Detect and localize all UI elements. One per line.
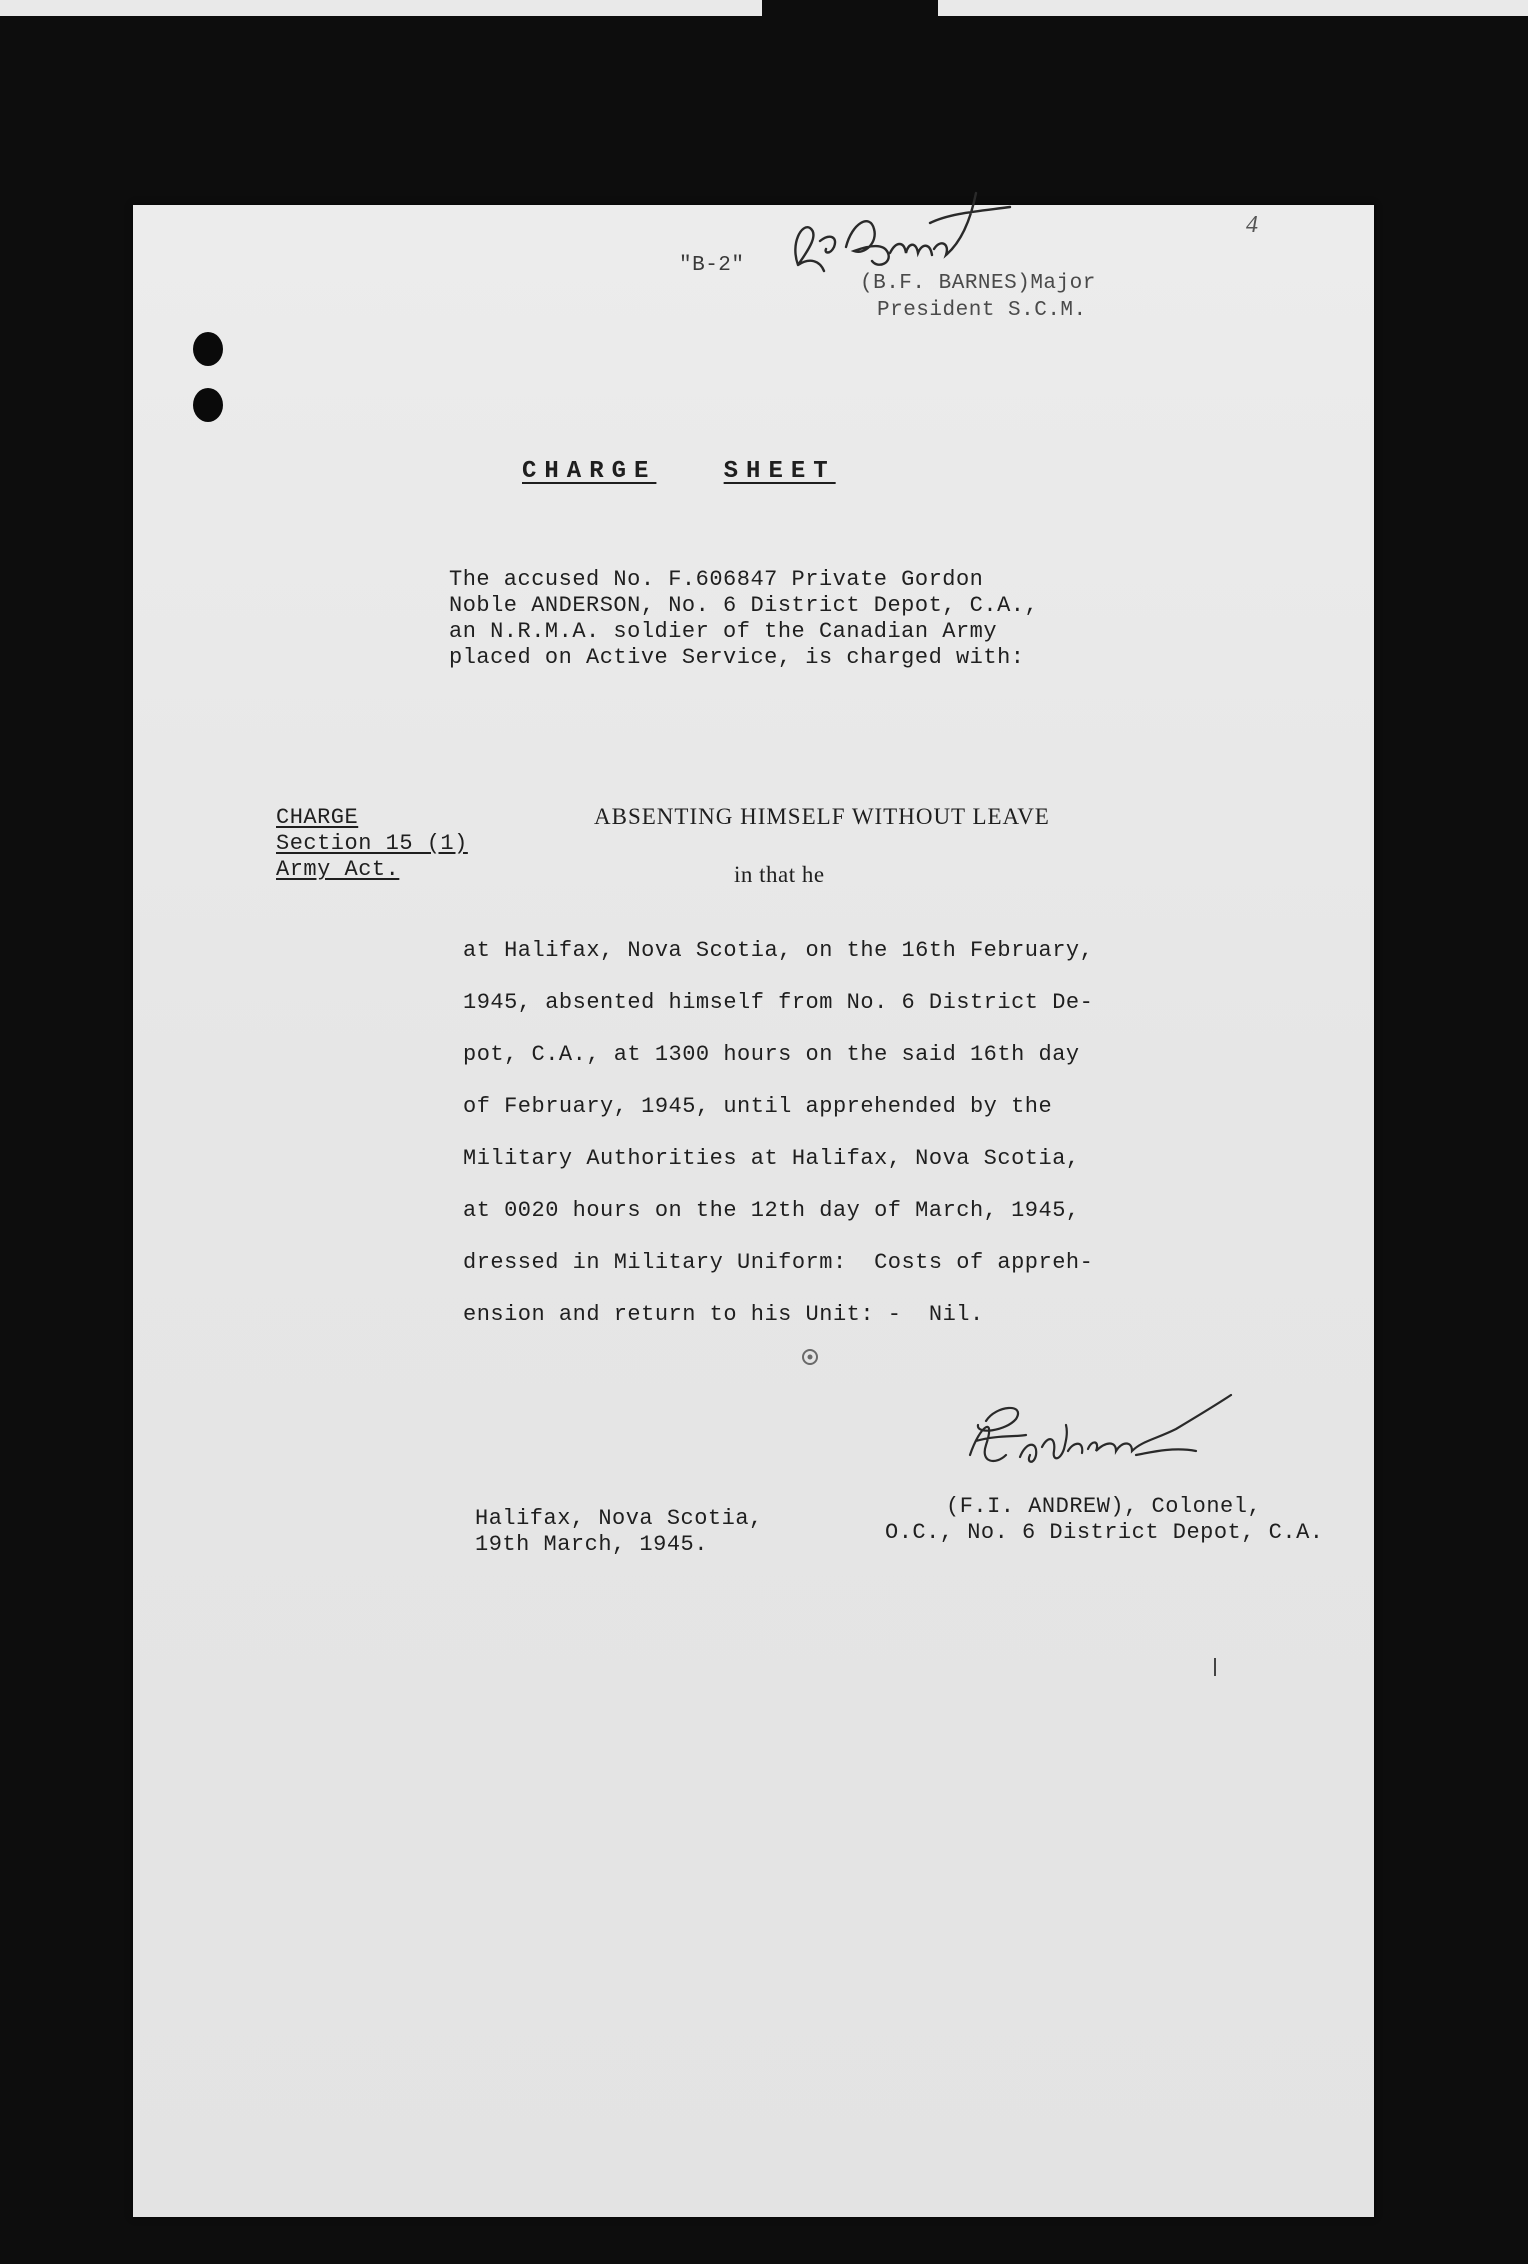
charge-section: Section 15 (1): [276, 831, 468, 856]
charge-body-line: at Halifax, Nova Scotia, on the 16th February,: [463, 938, 1094, 963]
pen-tick-mark: [1214, 1658, 1216, 1676]
intro-line: The accused No. F.606847 Private Gordon: [449, 567, 984, 592]
title-word-charge: CHARGE: [522, 458, 657, 485]
adjacent-page-strip-right: [938, 0, 1528, 16]
document-title: [522, 460, 836, 484]
charge-body-line: Military Authorities at Halifax, Nova Scotia,: [463, 1146, 1080, 1171]
charge-body-line: dressed in Military Uniform: Costs of appreh-: [463, 1250, 1094, 1275]
intro-line: placed on Active Service, is charged with:: [449, 645, 1025, 670]
charge-label: CHARGE: [276, 805, 359, 830]
charge-act: Army Act.: [276, 857, 400, 882]
andrew-signature: [956, 1385, 1276, 1495]
reference-code: "B-2": [679, 254, 745, 277]
president-title: President S.C.M.: [877, 299, 1087, 322]
charge-heading: ABSENTING HIMSELF WITHOUT LEAVE: [594, 804, 1050, 829]
charge-intro: in that he: [734, 862, 825, 887]
charge-body-line: pot, C.A., at 1300 hours on the said 16th day: [463, 1042, 1080, 1067]
charge-body-line: 1945, absented himself from No. 6 District De-: [463, 990, 1094, 1015]
charge-body-line: of February, 1945, until apprehended by the: [463, 1094, 1053, 1119]
punch-hole-top: [193, 332, 223, 366]
title-word-sheet: SHEET: [723, 458, 836, 485]
charge-body-line: ension and return to his Unit: - Nil.: [463, 1302, 984, 1327]
adjacent-page-strip-left: [0, 0, 762, 16]
ink-blot-mark: [798, 1345, 822, 1369]
place-line: Halifax, Nova Scotia,: [475, 1506, 763, 1531]
punch-hole-bottom: [193, 388, 223, 422]
signer-name: (F.I. ANDREW), Colonel,: [946, 1494, 1262, 1519]
intro-line: Noble ANDERSON, No. 6 District Depot, C.A.,: [449, 593, 1039, 618]
president-name: (B.F. BARNES)Major: [860, 272, 1096, 295]
signer-title: O.C., No. 6 District Depot, C.A.: [885, 1520, 1324, 1545]
charge-sheet-page: [133, 205, 1374, 2217]
date-line: 19th March, 1945.: [475, 1532, 708, 1557]
intro-line: an N.R.M.A. soldier of the Canadian Army: [449, 619, 998, 644]
page-number: 4: [1246, 212, 1259, 238]
charge-body-line: at 0020 hours on the 12th day of March, 1945,: [463, 1198, 1080, 1223]
